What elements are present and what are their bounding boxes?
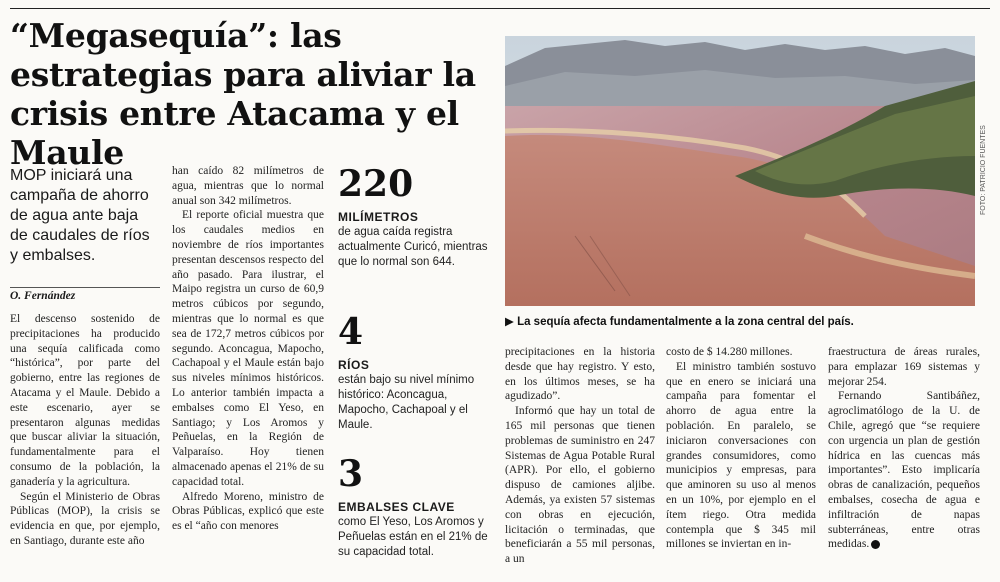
fact-number: 220 <box>338 164 414 205</box>
body-paragraph: El descenso sostenido de precipitaciones ha producido una sequía calificada como “histórica”, por parte del gobierno, entre las regiones de Atacama y el Maule. Debido a este escenario, ayer se presentaron algunas medidas que buscar aliviar la situación, fundamentalmente para el consumo de la población, la ganadería y la agricultura. <box>10 313 160 488</box>
body-column-1 <box>10 312 160 549</box>
fact-reservoirs <box>338 454 496 560</box>
caption-arrow-icon: ▶ <box>505 316 514 328</box>
body-column-4 <box>666 345 816 552</box>
reservoir-landscape-image <box>505 36 975 306</box>
body-column-5 <box>828 345 980 552</box>
body-column-2 <box>172 164 324 534</box>
fact-number: 3 <box>338 454 364 495</box>
fact-text: de agua caída registra actualmente Curicó, mientras que lo normal son 644. <box>338 226 488 268</box>
body-paragraph <box>828 389 980 552</box>
caption-text: La sequía afecta fundamentalmente a la zona central del país. <box>517 316 854 328</box>
top-rule <box>10 8 990 9</box>
drought-photo <box>505 36 975 306</box>
body-paragraph: han caído 82 milímetros de agua, mientras que lo normal anual son 342 milímetros. <box>172 165 324 207</box>
fact-label: MILÍMETROS <box>338 210 419 224</box>
body-paragraph: Informó que hay un total de 165 mil personas que tienen problemas de suministro en 247 Sistemas de Agua Potable Rural (APR). Por ello, el gobierno dispuso de camiones aljibe. Además, ya existen 57 sistemas con obras en ejecución, licitación o terminadas, que beneficiarán a 55 mil personas, a un <box>505 405 655 566</box>
fact-rivers <box>338 312 496 433</box>
body-paragraph: fraestructura de áreas rurales, para emplazar 169 sistemas y mejorar 254. <box>828 346 980 388</box>
fact-millimeters <box>338 164 496 270</box>
photo-credit: FOTO: PATRICIO FUENTES <box>980 125 987 215</box>
lead-paragraph: MOP iniciará una campaña de ahorro de agua ante baja de caudales de ríos y embalses. <box>10 167 150 264</box>
body-column-3 <box>505 345 655 567</box>
author-byline: O. Fernández <box>10 290 76 302</box>
closing-paragraph-text: Fernando Santibáñez, agroclimatólogo de la U. de Chile, agregó que “se requiere con urgencia un plan de gestión hídrica en las cuencas más importantes”. Esto implicaría obras de canalización, pequeños embalses, cosecha de agua e infiltración de napas subterráneas, entre otras medidas. <box>828 390 980 551</box>
body-paragraph: precipitaciones en la historia desde que hay registro. Y esto, en los últimos meses, se ha agudizado”. <box>505 346 655 403</box>
fact-text: como El Yeso, Los Aromos y Peñuelas están en el 21% de su capacidad total. <box>338 516 488 558</box>
fact-text: están bajo su nivel mínimo histórico: Aconcagua, Mapocho, Cachapoal y el Maule. <box>338 374 475 431</box>
end-of-article-icon <box>871 540 880 549</box>
body-paragraph: El ministro también sostuvo que en enero se iniciará una campaña para fomentar el ahorro de agua entre la población. En paralelo, se iniciaron conversaciones con grandes consumidores, como municipios y empresas, para que aminoren su uso al menos en un 10%, por ejemplo en el ítem riego. Otra medida contempla que $ 345 mil millones se inviertan en in- <box>666 360 816 551</box>
body-paragraph: Según el Ministerio de Obras Públicas (MOP), la crisis se evidencia en que, por ejemplo, en Santiago, durante este año <box>10 490 160 547</box>
body-paragraph: costo de $ 14.280 millones. <box>666 346 793 358</box>
body-paragraph: Alfredo Moreno, ministro de Obras Públicas, explicó que este es el “año con menores <box>172 490 324 533</box>
body-paragraph: El reporte oficial muestra que los caudales medios en noviembre de ríos importantes presentan descensos respecto del año pasado. Para ilustrar, el Maipo registra un curso de 60,9 metros cúbicos por segundo, mientras que lo normal es que sea de 172,7 metros cúbicos por segundo. Aconcagua, Mapocho, Cachapoal y el Maule están bajo sus niveles mínimos históricos. Lo anterior también impacta a embalses como El Yeso, en Santiago; y Los Aromos y Peñuelas, en la Región de Valparaíso. Hoy tienen almacenado apenas el 21% de su capacidad total. <box>172 209 324 488</box>
fact-label: RÍOS <box>338 358 370 372</box>
fact-number: 4 <box>338 312 364 353</box>
fact-label: EMBALSES CLAVE <box>338 500 455 514</box>
photo-caption <box>505 314 975 328</box>
author-divider <box>10 287 160 288</box>
headline: “Megasequía”: las estrategias para aliviar la crisis entre Atacama y el Maule <box>10 16 476 172</box>
